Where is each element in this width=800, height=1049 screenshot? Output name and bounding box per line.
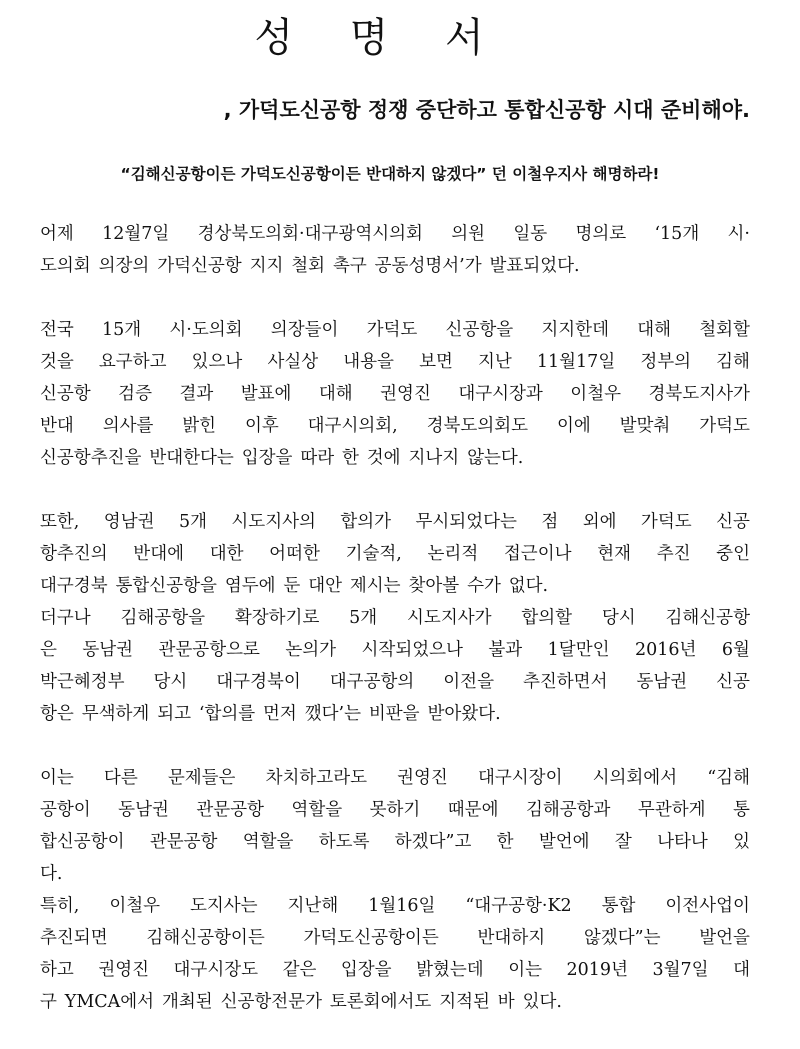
body-line: 또한, 영남권 5개 시도지사의 합의가 무시되었다는 점 외에 가덕도 신공 — [40, 512, 750, 532]
body-paragraph — [40, 218, 750, 282]
document-body — [40, 218, 750, 1018]
document-title: 성 명 서 — [254, 15, 506, 61]
body-line: 은 동남권 관문공항으로 논의가 시작되었으나 불과 1달만인 2016년 6월 — [40, 640, 750, 660]
body-line: 공항이 동남권 관문공항 역할을 못하기 때문에 김해공항과 무관하게 통 — [40, 800, 750, 820]
body-line: 신공항추진을 반대한다는 입장을 따라 한 것에 지나지 않는다. — [40, 448, 524, 468]
body-line: 반대 의사를 밝힌 이후 대구시의회, 경북도의회도 이에 발맞춰 가덕도 — [40, 416, 750, 436]
paragraph-gap — [40, 474, 750, 506]
body-line: 도의회 의장의 가덕신공항 지지 철회 촉구 공동성명서’가 발표되었다. — [40, 256, 580, 276]
body-line: 것을 요구하고 있으나 사실상 내용을 보면 지난 11월17일 정부의 김해 — [40, 352, 750, 372]
body-line: 구 YMCA에서 개최된 신공항전문가 토론회에서도 지적된 바 있다. — [40, 992, 562, 1012]
paragraph-gap — [40, 730, 750, 762]
body-line: 항은 무색하게 되고 ‘합의를 먼저 깼다’는 비판을 받아왔다. — [40, 704, 501, 724]
body-line: 하고 권영진 대구시장도 같은 입장을 밝혔는데 이는 2019년 3월7일 대 — [40, 960, 750, 980]
body-line: 박근혜정부 당시 대구경북이 대구공항의 이전을 추진하면서 동남권 신공 — [40, 672, 750, 692]
body-line: 합신공항이 관문공항 역할을 하도록 하겠다”고 한 발언에 잘 나타나 있 — [40, 832, 750, 852]
body-line: 특히, 이철우 도지사는 지난해 1월16일 “대구공항·K2 통합 이전사업이 — [40, 896, 750, 916]
body-paragraph — [40, 506, 750, 730]
paragraph-gap — [40, 282, 750, 314]
body-paragraph — [40, 762, 750, 1018]
body-line: 대구경북 통합신공항을 염두에 둔 대안 제시는 찾아볼 수가 없다. — [40, 576, 549, 596]
body-line: 항추진의 반대에 대한 어떠한 기술적, 논리적 접근이나 현재 추진 중인 — [40, 544, 750, 564]
body-paragraph — [40, 314, 750, 474]
body-line: 어제 12월7일 경상북도의회·대구광역시의회 의원 일동 명의로 ‘15개 시· — [40, 224, 750, 244]
document-headline: , 가덕도신공항 정쟁 중단하고 통합신공항 시대 준비해야. — [223, 98, 750, 122]
body-line: 전국 15개 시·도의회 의장들이 가덕도 신공항을 지지한데 대해 철회할 — [40, 320, 750, 340]
body-line: 다. — [40, 864, 63, 884]
body-line: 이는 다른 문제들은 차치하고라도 권영진 대구시장이 시의회에서 “김해 — [40, 768, 750, 788]
body-line: 추진되면 김해신공항이든 가덕도신공항이든 반대하지 않겠다”는 발언을 — [40, 928, 750, 948]
body-line: 신공항 검증 결과 발표에 대해 권영진 대구시장과 이철우 경북도지사가 — [40, 384, 750, 404]
body-line: 더구나 김해공항을 확장하기로 5개 시도지사가 합의할 당시 김해신공항 — [40, 608, 750, 628]
document-subheadline: “김해신공항이든 가덕도신공항이든 반대하지 않겠다” 던 이철우지사 해명하라! — [120, 165, 660, 183]
